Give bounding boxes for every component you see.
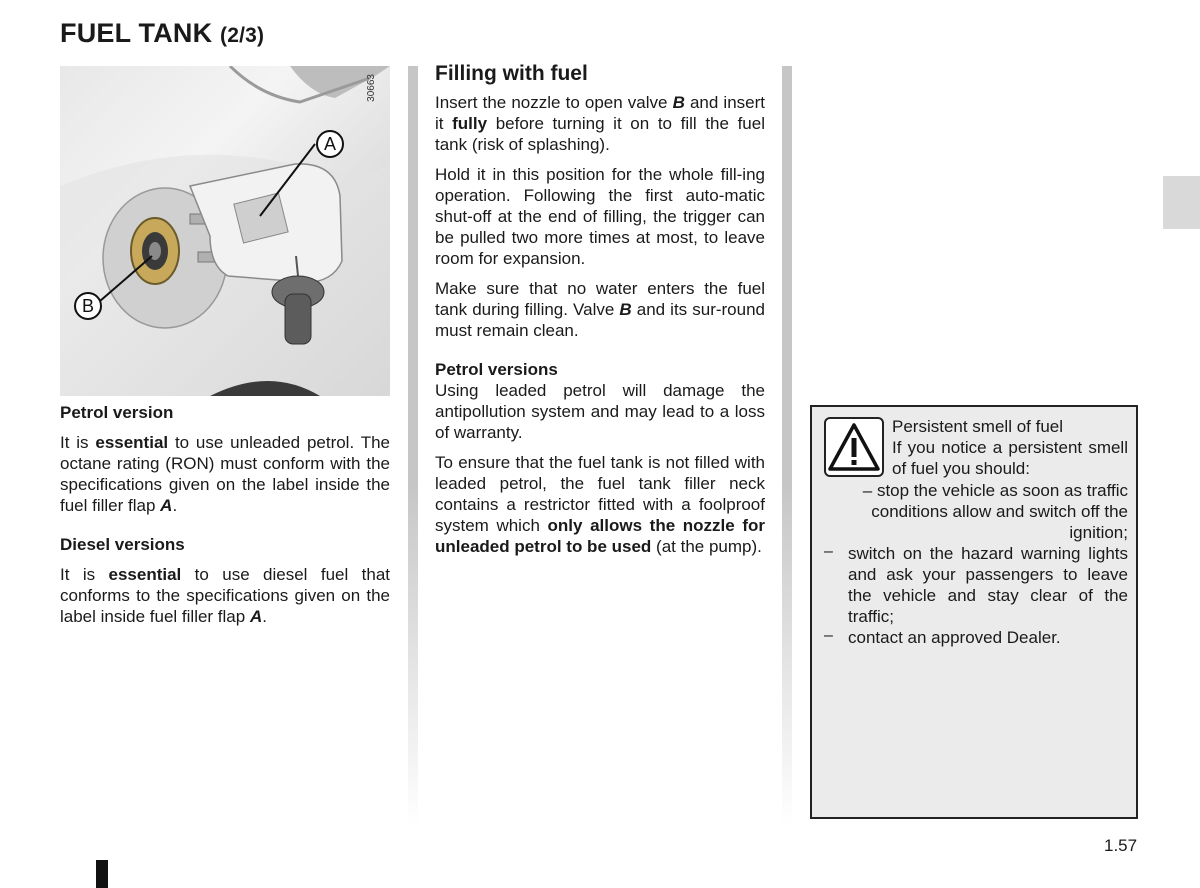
list-dash: –: [824, 543, 833, 560]
list-dash: –: [824, 627, 833, 644]
petrol-versions-text: Using leaded petrol will damage the antipollution system and may lead to a loss of warranty.: [435, 381, 765, 442]
label-a: A: [323, 134, 337, 154]
figure-code: 30663: [366, 74, 377, 102]
label-b: B: [81, 296, 95, 316]
filling-para-1: Insert the nozzle to open valve B and insert it fully before turning it on to fill the fuel tank (risk of splashing).: [435, 93, 765, 154]
filling-heading: Filling with fuel: [435, 62, 588, 85]
title-part: (2/3): [220, 24, 265, 47]
title-text: FUEL TANK: [60, 18, 213, 48]
diesel-versions-heading: Diesel versions: [60, 535, 185, 554]
warning-item-3: contact an approved Dealer.: [848, 628, 1061, 647]
petrol-versions-heading: Petrol versions: [435, 360, 558, 379]
petrol-version-text: It is essential to use unleaded petrol. The octane rating (RON) must conform with the specifications given on the label inside the fuel filler flap A.: [60, 433, 390, 515]
page-title: [60, 18, 264, 49]
crop-mark: [96, 860, 108, 888]
list-dash: [824, 480, 848, 543]
warning-item-2: switch on the hazard warning lights and ask your passengers to leave the vehicle and stay clear of the traffic;: [848, 544, 1128, 626]
warning-triangle-icon: [824, 417, 884, 477]
left-column: [60, 402, 390, 627]
diesel-versions-text: It is essential to use diesel fuel that conforms to the specifications given on the label inside fuel filler flap A.: [60, 565, 391, 626]
restrictor-text: To ensure that the fuel tank is not filled with leaded petrol, the fuel tank filler neck contains a restrictor fitted with a foolproof system which only allows the nozzle for unleaded petrol to be used (at the pump).: [435, 453, 765, 556]
list-item: [824, 543, 1128, 627]
column-rule-right: [782, 66, 792, 826]
warning-intro: [892, 416, 1128, 479]
page-number: 1.57: [1104, 836, 1138, 855]
middle-column: [435, 60, 765, 557]
list-item: [824, 627, 1128, 648]
list-item: [824, 480, 1128, 543]
petrol-version-heading: Petrol version: [60, 403, 174, 422]
fuel-flap-drawing: [60, 66, 390, 396]
warning-box: [810, 405, 1138, 819]
filling-para-3: Make sure that no water enters the fuel tank during filling. Valve B and its sur-round must remain clean.: [435, 279, 765, 340]
fuel-flap-illustration: [60, 66, 390, 396]
warning-list: [824, 480, 1128, 648]
warning-intro-text: If you notice a persistent smell of fuel you should:: [892, 438, 1128, 478]
section-tab: [1163, 176, 1200, 229]
filling-para-2: Hold it in this position for the whole fill-ing operation. Following the first auto-matic shut-off at the end of filling, the trigger can be pulled two more times at most, to leave room for expansion.: [435, 165, 765, 268]
warning-item-1: – stop the vehicle as soon as traffic conditions allow and switch off the ignition;: [862, 481, 1128, 542]
warning-title: Persistent smell of fuel: [892, 417, 1064, 436]
column-rule-left: [408, 66, 418, 826]
